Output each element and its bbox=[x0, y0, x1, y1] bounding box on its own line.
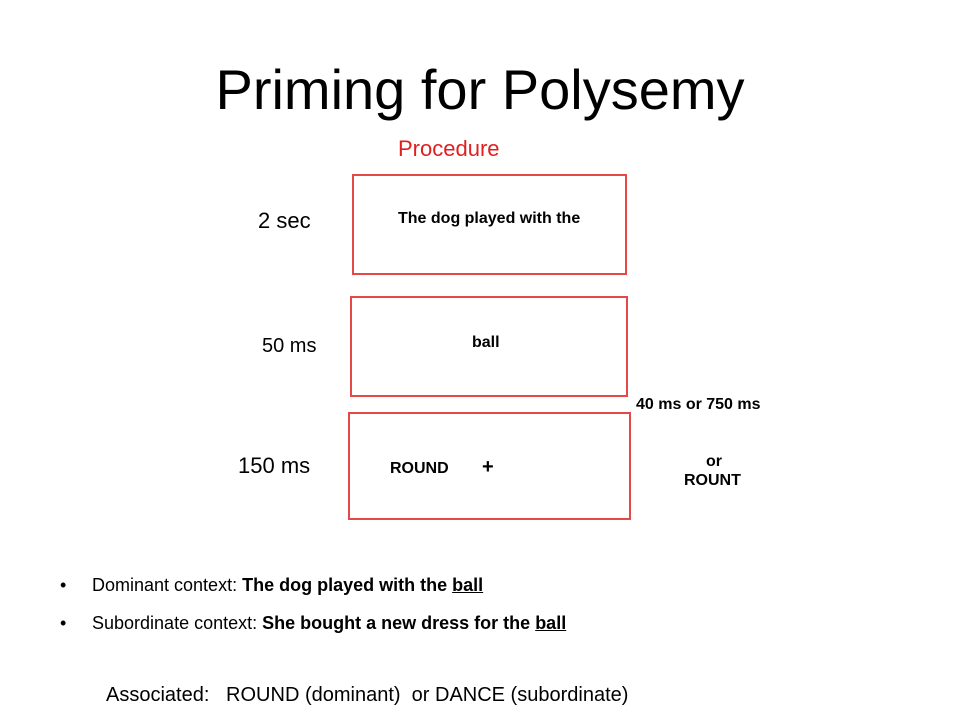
bullet-subordinate bbox=[60, 611, 940, 635]
bullet-dot: • bbox=[60, 613, 67, 633]
frame-1-box bbox=[352, 174, 627, 275]
frame-1-text: The dog played with the bbox=[398, 210, 581, 227]
frame-2-text: ball bbox=[472, 334, 500, 351]
alt-target-word: ROUNT bbox=[684, 472, 741, 489]
bullet-subordinate-sentence: She bought a new dress for the bbox=[262, 613, 531, 633]
bullet-dominant bbox=[60, 573, 940, 597]
alt-or-label: or bbox=[706, 453, 722, 470]
bullet-subordinate-label: Subordinate context: bbox=[92, 613, 258, 633]
frame-2-box bbox=[350, 296, 628, 397]
bullet-subordinate-word: ball bbox=[535, 613, 567, 633]
soa-label: 40 ms or 750 ms bbox=[636, 396, 761, 413]
frame-3-time: 150 ms bbox=[238, 453, 311, 478]
frame-3-box bbox=[348, 412, 631, 520]
bullet-dominant-word: ball bbox=[452, 575, 484, 595]
slide-title: Priming for Polysemy bbox=[215, 58, 745, 121]
frame-2-time: 50 ms bbox=[262, 335, 317, 357]
procedure-heading: Procedure bbox=[398, 136, 500, 161]
bullet-dominant-sentence: The dog played with the bbox=[242, 575, 448, 595]
frame-3-target-word: ROUND bbox=[390, 460, 449, 477]
context-bullets bbox=[60, 573, 940, 649]
frame-1-time: 2 sec bbox=[258, 208, 311, 233]
bullet-dominant-label: Dominant context: bbox=[92, 575, 238, 595]
bullet-dot: • bbox=[60, 575, 67, 595]
associated-line: Associated: ROUND (dominant) or DANCE (subordinate) bbox=[106, 684, 629, 706]
fixation-cross: + bbox=[482, 456, 494, 478]
